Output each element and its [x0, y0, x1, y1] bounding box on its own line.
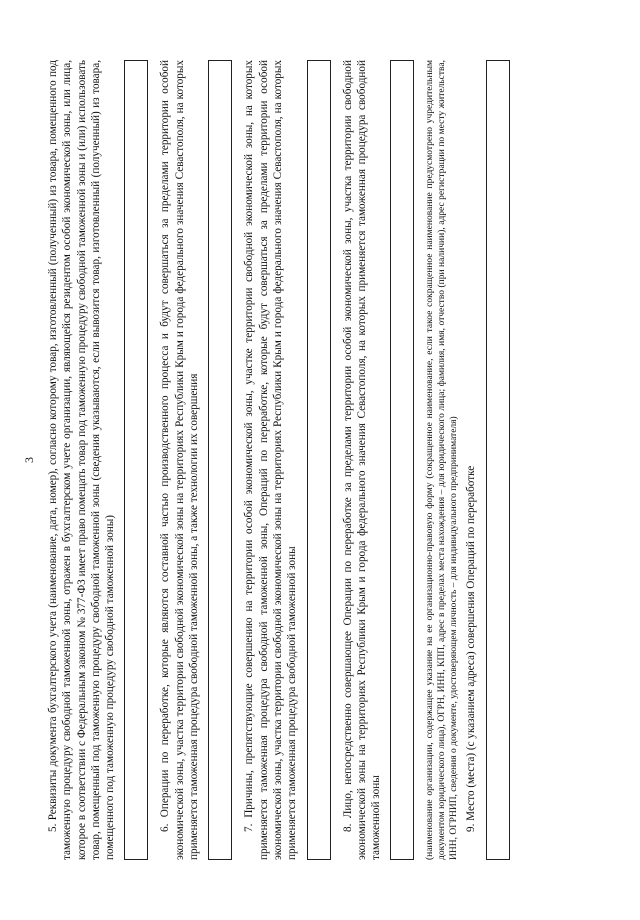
section-5-text: 5. Реквизиты документа бухгалтерского учета (наименование, дата, номер), согласно которому товар, изготовленный (полученный) из товара, помещенного под таможенную процедуру свободной таможенной зоны, отражен в бухгалтерском учете организации, являющейся резидентом особой экономической зоны, или лица, которое в соответствии с Федеральным законом № 377-ФЗ имеет право помещать товар под таможенную процедуру свободной таможенной зоны и (или) использовать товар, помещенный под таможенную процедуру свободной таможенной зоны (сведения указываются, если вывозится товар, изготовленный (полученный) из товара, помещенного под таможенную процедуру свободной таможенной зоны): [47, 60, 117, 860]
section-6-text: 6. Операции по переработке, которые являются составной частью производственного процесса и будут совершаться за пределами территории особой экономической зоны, участка территории свободной экономической зоны на территориях Республики Крым и города федерального значения Севастополя, на которых применяется таможенная процедура свободной таможенной зоны, а также технологии их совершения: [159, 60, 201, 860]
section-9-field[interactable]: [486, 60, 510, 860]
section-8-field[interactable]: [390, 60, 414, 860]
form-body: [46, 60, 520, 860]
section-8-text: 8. Лицо, непосредственно совершающее Операции по переработке за пределами территории особой экономической зоны, участка территории свободной экономической зоны на территориях Республики Крым и города федерального значения Севастополя, на которых применяется таможенная процедура свободной таможенной зоны: [341, 60, 383, 860]
section-9-text: 9. Место (места) (с указанием адреса) совершения Операций по переработке: [465, 465, 478, 832]
page-number: 3: [22, 457, 36, 463]
section-6-field[interactable]: [208, 60, 232, 860]
section-7-text: 7. Причины, препятствующие совершению на территории особой экономической зоны, участке территории свободной экономической зоны, на которых применяется таможенная процедура свободной таможенной зоны, Операций по переработке, которые будут совершаться за пределами территории особой экономической зоны, участка территории свободной экономической зоны на территориях Республики Крым и города федерального значения Севастополя, на которых применяется таможенная процедура свободной таможенной зоны: [243, 60, 299, 860]
section-7-field[interactable]: [307, 60, 331, 860]
section-8-note: (наименование организации, содержащее указание на ее организационно-правовую форму (сокращенное наименование, если такое сокращенное наименование предусмотрено учредительным документом юридического лица), ОГРН, ИНН, КПП, адрес в пределах места нахождения – для юридического лица; фамилия, имя, отчество (при наличии), адрес регистрации по месту жительства, ИНН, ОГРНИП, сведения о документе, удостоверяющем личность – для индивидуального предпринимателя): [425, 60, 460, 860]
rotated-content: [20, 20, 620, 900]
section-5-field[interactable]: [124, 60, 148, 860]
